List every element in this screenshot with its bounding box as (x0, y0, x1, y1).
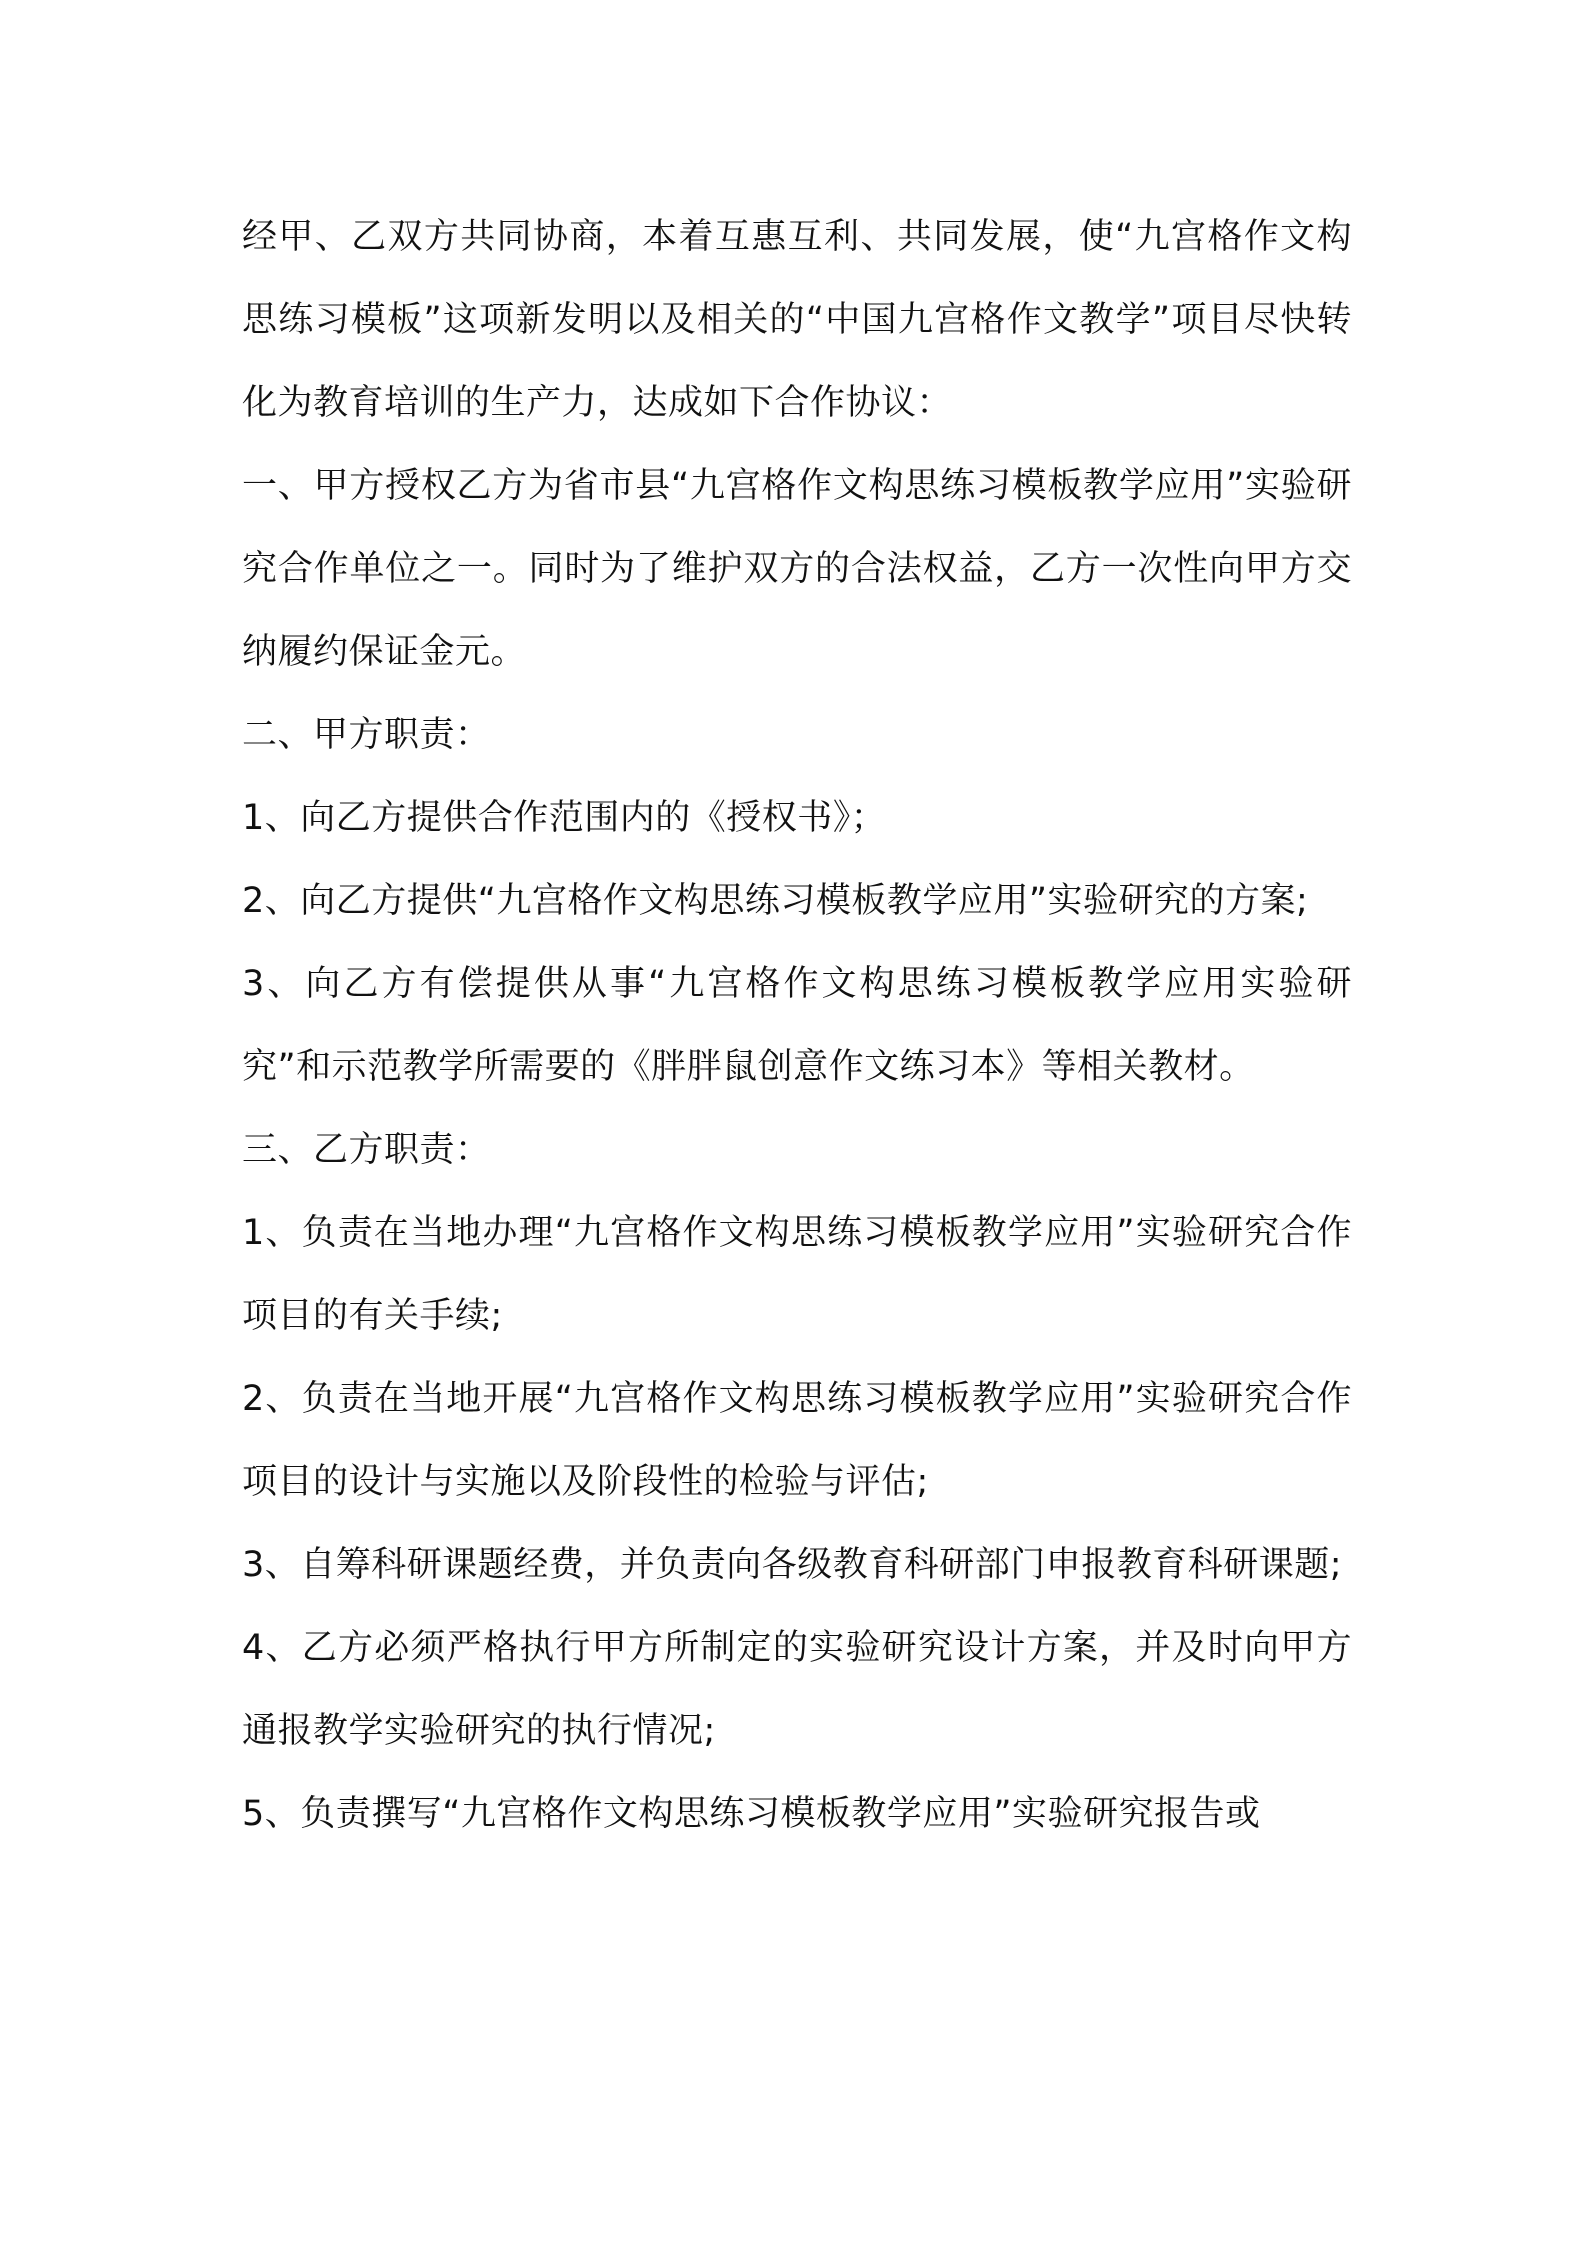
party-b-duty-5: 5、负责撰写“九宫格作文构思练习模板教学应用”实验研究报告或 (242, 1794, 1261, 1834)
party-b-duties-heading: 三、乙方职责： (242, 1130, 491, 1170)
document-body (242, 196, 1352, 1856)
party-b-duty-1: 1、负责在当地办理“九宫格作文构思练习模板教学应用”实验研究合作项目的有关手续; (242, 1213, 1352, 1336)
party-b-duty-4: 4、乙方必须严格执行甲方所制定的实验研究设计方案，并及时向甲方通报教学实验研究的执行情况; (242, 1628, 1352, 1751)
intro-paragraph: 经甲、乙双方共同协商，本着互惠互利、共同发展，使“九宫格作文构思练习模板”这项新发明以及相关的“中国九宫格作文教学”项目尽快转化为教育培训的生产力，达成如下合作协议： (242, 217, 1352, 423)
party-a-duty-2: 2、向乙方提供“九宫格作文构思练习模板教学应用”实验研究的方案; (242, 881, 1309, 921)
party-a-duties-heading: 二、甲方职责： (242, 715, 491, 755)
party-a-duty-3: 3、向乙方有偿提供从事“九宫格作文构思练习模板教学应用实验研究”和示范教学所需要的《胖胖鼠创意作文练习本》等相关教材。 (242, 964, 1352, 1087)
party-b-duty-3: 3、自筹科研课题经费，并负责向各级教育科研部门申报教育科研课题; (242, 1545, 1343, 1585)
clause-one-paragraph: 一、甲方授权乙方为省市县“九宫格作文构思练习模板教学应用”实验研究合作单位之一。同时为了维护双方的合法权益，乙方一次性向甲方交纳履约保证金元。 (242, 466, 1352, 672)
party-b-duty-2: 2、负责在当地开展“九宫格作文构思练习模板教学应用”实验研究合作项目的设计与实施以及阶段性的检验与评估; (242, 1379, 1352, 1502)
party-a-duty-1: 1、向乙方提供合作范围内的《授权书》； (242, 798, 887, 838)
